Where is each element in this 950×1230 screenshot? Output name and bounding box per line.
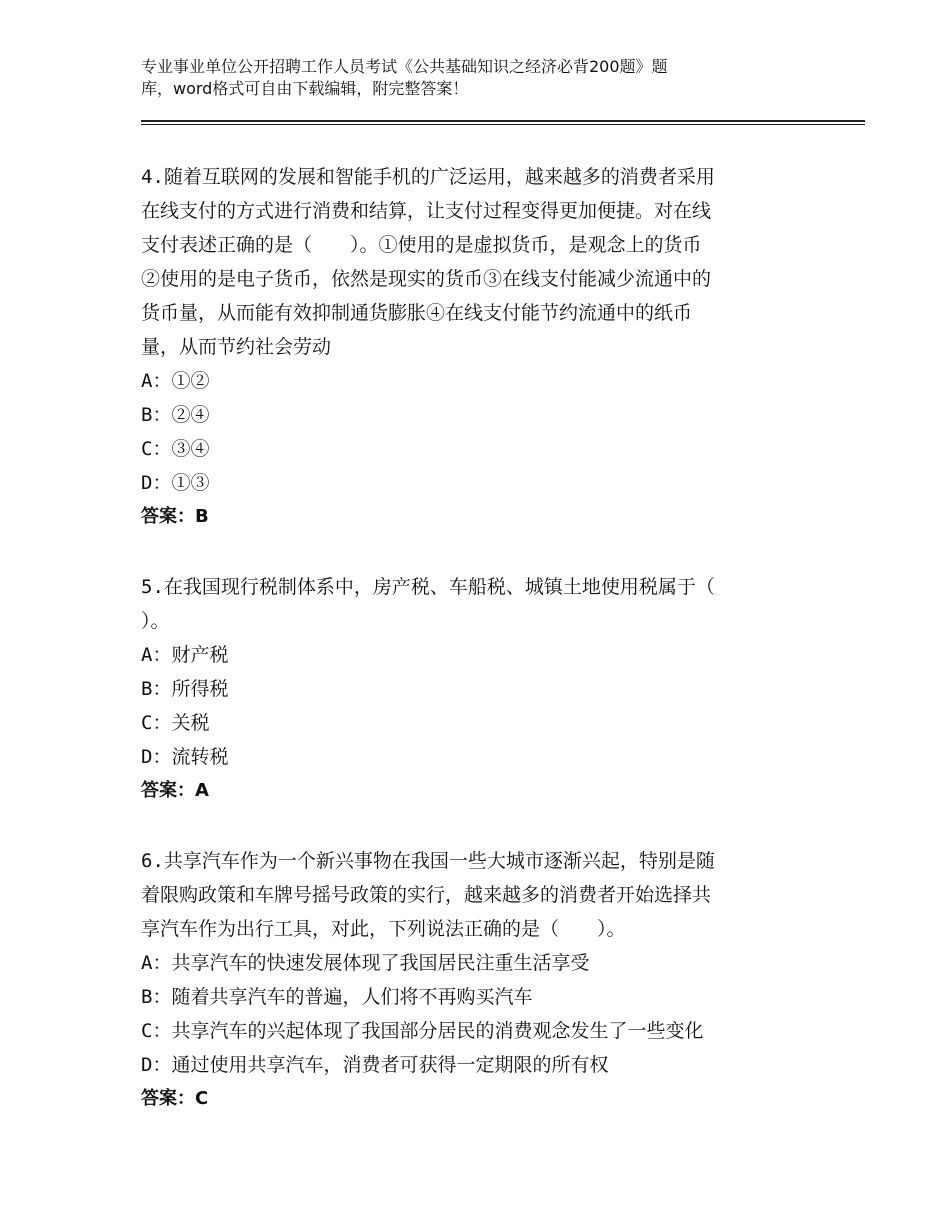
question-stem-line: 在线支付的方式进行消费和结算，让支付过程变得更加便捷。对在线: [141, 200, 712, 222]
option-b: B：②④: [141, 404, 210, 426]
question-6: [141, 844, 821, 1116]
option-c: C：关税: [141, 712, 210, 734]
header-divider: [141, 120, 865, 126]
question-5: [141, 570, 821, 808]
question-4: [141, 160, 821, 534]
option-d: D：通过使用共享汽车，消费者可获得一定期限的所有权: [141, 1054, 609, 1076]
option-d: D：流转税: [141, 746, 229, 768]
document-header: [141, 56, 841, 100]
question-stem-line: ②使用的是电子货币，依然是现实的货币③在线支付能减少流通中的: [141, 268, 712, 290]
divider-thin-rule: [141, 124, 865, 125]
option-a: A：①②: [141, 370, 210, 392]
divider-thick-rule: [141, 120, 865, 122]
answer-label: 答案：C: [141, 1088, 209, 1109]
option-c: C：共享汽车的兴起体现了我国部分居民的消费观念发生了一些变化: [141, 1020, 704, 1042]
option-b: B：所得税: [141, 678, 229, 700]
question-stem-line: 支付表述正确的是（ ）。①使用的是虚拟货币，是观念上的货币: [141, 234, 702, 256]
option-d: D：①③: [141, 472, 210, 494]
question-stem-line: 6.共享汽车作为一个新兴事物在我国一些大城市逐渐兴起，特别是随: [141, 850, 715, 872]
option-c: C：③④: [141, 438, 210, 460]
option-a: A：共享汽车的快速发展体现了我国居民注重生活享受: [141, 952, 590, 974]
answer-label: 答案：A: [141, 780, 209, 801]
question-stem-line: 着限购政策和车牌号摇号政策的实行，越来越多的消费者开始选择共: [141, 884, 712, 906]
answer-label: 答案：B: [141, 506, 209, 527]
header-line: 库，word格式可自由下载编辑，附完整答案！: [141, 79, 469, 98]
question-stem-line: 货币量，从而能有效抑制通货膨胀④在线支付能节约流通中的纸币: [141, 302, 693, 324]
question-stem-line: 量，从而节约社会劳动: [141, 336, 332, 358]
question-stem-line: 5.在我国现行税制体系中，房产税、车船税、城镇土地使用税属于（: [141, 576, 715, 598]
question-stem-line: 4.随着互联网的发展和智能手机的广泛运用，越来越多的消费者采用: [141, 166, 715, 188]
option-b: B：随着共享汽车的普遍，人们将不再购买汽车: [141, 986, 533, 1008]
question-stem-line: ）。: [141, 610, 170, 632]
header-line: 专业事业单位公开招聘工作人员考试《公共基础知识之经济必背200题》题: [141, 57, 668, 76]
question-stem-line: 享汽车作为出行工具，对此，下列说法正确的是（ ）。: [141, 918, 626, 940]
option-a: A：财产税: [141, 644, 229, 666]
